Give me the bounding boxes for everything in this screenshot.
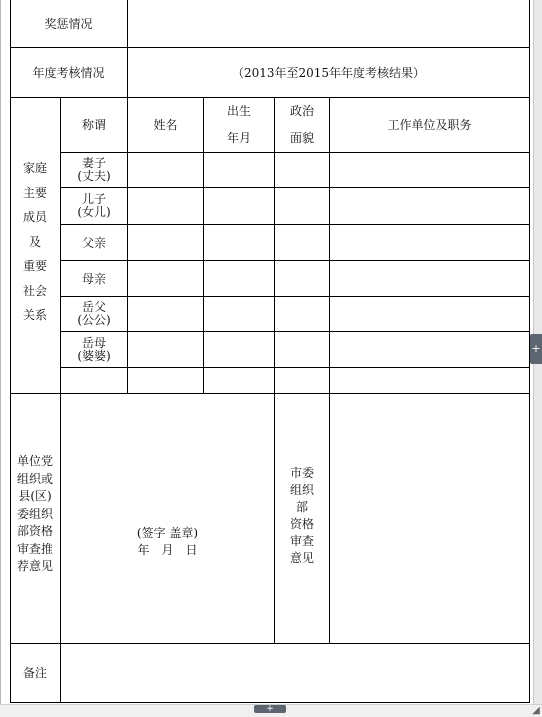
header-birth-line: 出生 bbox=[226, 104, 251, 118]
relation-line: (丈夫) bbox=[77, 169, 111, 183]
row-divider bbox=[10, 702, 530, 703]
assessment-label: 年度考核情况 bbox=[32, 65, 105, 80]
label-line: 审查 bbox=[289, 534, 314, 548]
label-line: 重要 bbox=[22, 259, 47, 273]
signature-text: (签字 盖章) bbox=[136, 526, 199, 540]
label-line: 社会 bbox=[22, 283, 47, 298]
family-row-relation: 父亲 bbox=[81, 235, 106, 250]
family-row-relation bbox=[61, 153, 127, 187]
header-birth-line: 年月 bbox=[226, 131, 251, 145]
row-divider bbox=[10, 393, 530, 394]
family-row-relation: 母亲 bbox=[81, 271, 106, 286]
label-line: 家庭 bbox=[22, 161, 47, 175]
label-line: 关系 bbox=[22, 308, 47, 322]
label-line: 审查推 bbox=[16, 541, 53, 556]
table-border-left bbox=[10, 0, 11, 703]
row-divider bbox=[60, 224, 530, 225]
row-divider bbox=[60, 296, 530, 297]
header-relation: 称谓 bbox=[81, 118, 106, 132]
vertical-scroll-handle[interactable]: + bbox=[530, 334, 542, 364]
date-text: 年 月 日 bbox=[137, 543, 198, 557]
horizontal-scroll-handle[interactable]: + bbox=[254, 705, 286, 713]
awards-value[interactable] bbox=[128, 0, 529, 47]
page-edge bbox=[0, 0, 1, 704]
label-line: 委组织 bbox=[16, 506, 53, 521]
label-line: 县(区) bbox=[18, 489, 52, 503]
row-divider bbox=[60, 367, 530, 368]
label-line: 部 bbox=[295, 500, 308, 514]
label-line: 意见 bbox=[289, 551, 314, 565]
label-line: 资格 bbox=[289, 517, 314, 531]
header-name: 姓名 bbox=[153, 118, 178, 132]
label-line: 荐意见 bbox=[16, 559, 53, 573]
header-birth bbox=[204, 98, 274, 152]
family-row-relation bbox=[61, 332, 127, 367]
label-line: 单位党 bbox=[16, 454, 53, 468]
row-divider bbox=[60, 331, 530, 332]
assessment-value[interactable]: （2013年至2015年年度考核结果） bbox=[231, 65, 426, 80]
family-row-relation bbox=[61, 297, 127, 331]
family-row-relation bbox=[61, 188, 127, 224]
relation-line: 妻子 bbox=[81, 156, 106, 170]
relation-line: (公公) bbox=[77, 313, 111, 327]
header-politics-line: 面貌 bbox=[289, 131, 314, 145]
municipal-review-label bbox=[275, 465, 329, 567]
relation-line: (女儿) bbox=[77, 205, 111, 219]
label-line: 组织 bbox=[289, 483, 314, 497]
column-divider bbox=[329, 97, 330, 643]
label-line: 市委 bbox=[289, 466, 314, 480]
row-divider bbox=[60, 260, 530, 261]
relation-line: 儿子 bbox=[81, 192, 106, 206]
relation-line: 岳母 bbox=[81, 335, 106, 350]
row-divider bbox=[60, 152, 530, 153]
remarks-label: 备注 bbox=[22, 666, 47, 680]
relation-line: (婆婆) bbox=[77, 348, 111, 363]
remarks-value[interactable] bbox=[61, 644, 529, 702]
header-politics-line: 政治 bbox=[289, 104, 314, 118]
signature-block bbox=[61, 525, 274, 559]
relation-line: 岳父 bbox=[81, 300, 106, 314]
label-line: 部资格 bbox=[16, 524, 53, 538]
label-line: 及 bbox=[28, 234, 41, 249]
header-politics bbox=[275, 98, 329, 152]
family-row-relation bbox=[61, 368, 127, 393]
row-divider bbox=[60, 187, 530, 188]
header-work: 工作单位及职务 bbox=[387, 118, 472, 132]
review-label bbox=[10, 453, 60, 576]
label-line: 成员 bbox=[22, 210, 47, 224]
label-line: 组织或 bbox=[16, 471, 53, 486]
family-section-label bbox=[10, 156, 60, 328]
resize-grip-icon[interactable]: ◢ bbox=[532, 705, 540, 716]
label-line: 主要 bbox=[22, 185, 47, 200]
awards-label: 奖惩情况 bbox=[44, 16, 93, 31]
